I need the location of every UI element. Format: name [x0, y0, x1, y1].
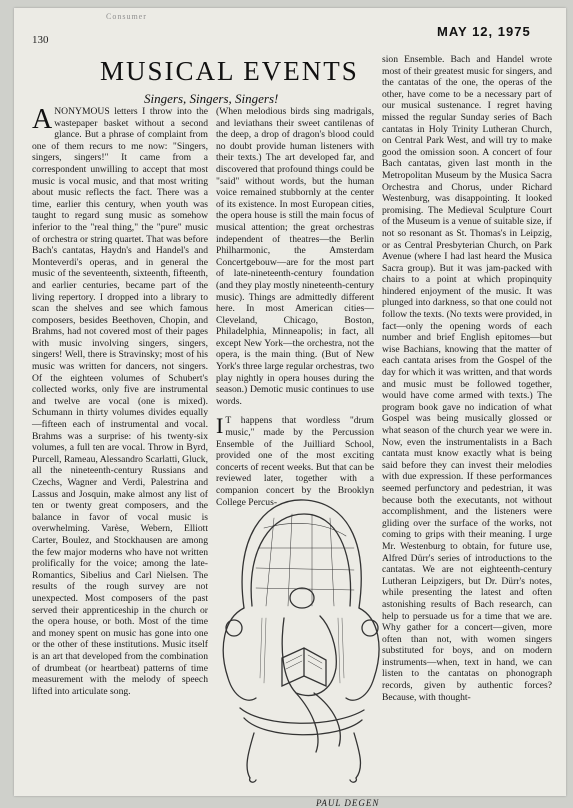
column-2-paragraph-2: T happens that wordless "drum music," made by the Percussion Ensemble of the Juilliard School, provided one of the most exciting concerts of recent weeks. But that can be reviewed later, together with a companion concert by the Brooklyn College Percus-: [216, 415, 374, 508]
article-headline: Singers, Singers, Singers!: [144, 91, 279, 106]
magazine-page: [14, 8, 566, 808]
drop-cap-2: I: [216, 413, 224, 439]
illustrator-signature: PAUL DEGEN: [316, 798, 380, 808]
department-title: MUSICAL EVENTS: [100, 56, 359, 86]
corner-note: Consumer: [106, 12, 147, 21]
article-column-1: [32, 106, 208, 697]
column-1-text: NONYMOUS letters I throw into the wastepaper basket without a second glance. But a phrase of complaint from one of them recurs to me now: "Singers, singers, singers!" It came from a correspondent unwilling to accept that most music is vocal music, and that most writing about music reflects the fact. There was a time, earlier this century, when youth was taught to regard sung music as somehow inferior to the "real thing," the "pure" music of orchestra or string quartet. That was before Bach's cantatas, Haydn's and Handel's and Monteverdi's operas, and in general the music of the seventeenth, sixteenth, fifteenth, and earlier centuries, became part of the living repertory. I dropped into a library to scan the shelves and see which famous composers, besides Beethoven, Chopin, and Brahms, had not covered most of their pages with music involving singers, singers, singers! Well, there is Stravinsky; most of his music was written for dancers, not singers. Of the eighteen volumes of Schubert's collected works, only five are instrumental and twelve are vocal (one is mixed). Schumann in thirty volumes divides equally—fifteen each of instrumental and vocal. Brahms was a surprise: of his twenty-six volumes, a full ten are vocal. Throw in Byrd, Purcell, Rameau, Alessandro Scarlatti, Gluck, all the nineteenth-century Russians and Czechs, Wagner and Verdi, Palestrina and Lassus and Josquin, make almost any list of ten or twenty great composers, and the balance in favor of vocal music is overwhelming. Varèse, Webern, Elliott Carter, Boulez, and Stockhausen are among the few major moderns who have not written prolifically for the voice; among the late-Romantics, Sibelius and Carl Nielsen. The results of the rough survey are not unexpected. Most composers of the past served their apprenticeship in the church or the opera house, or both. Most of the time and money spent on music has gone into one or the other of these institutions. Music itself is an art that developed from the combination of drumbeat (or heartbeat) patterns of time measurement with the melody of speech lifted into articulate song.: [32, 106, 208, 697]
issue-date: MAY 12, 1975: [437, 24, 531, 39]
page-number: 130: [32, 34, 49, 46]
drop-cap: A: [32, 104, 53, 135]
article-column-3: [382, 54, 552, 703]
column-2-paragraph-1: (When melodious birds sing madrigals, and leviathans their sweet cantilenas of the deep, a drop of dragon's blood could no doubt provide human listeners with their texts.) The art developed far, and discovered that profound things could be "said" without words, but the human voice remained stubbornly at the center of its existence. In most European cities, the opera house is still the main focus of musical attention; the great orchestras independent of theatres—the Berlin Philharmonic, the Amsterdam Concertgebouw—are for the most part of late-nineteenth-century foundation (and they play mostly nineteenth-century music). Things are admittedly different here. In most American cities—Cleveland, Chicago, Boston, Philadelphia, Minneapolis; in fact, all except New York—the orchestra, not the opera, is the main thing. (But of New York's three large regular orchestras, two play nightly in opera houses during the season.) Demotic music continues to use words.: [216, 106, 374, 407]
article-column-2: [216, 106, 374, 508]
armchair-reader-illustration: [204, 478, 394, 788]
column-3-text: sion Ensemble. Bach and Handel wrote most of their greatest music for singers, and the cantatas of the one, the operas of the other, have come to be a necessary part of our musical sustenance. I regret having missed the regular Sunday series of Bach cantatas in Holy Trinity Lutheran Church, on Central Park West, and will try to make good the omission soon. A concert of four Bach cantatas, given last month in the Metropolitan Museum by the Musica Sacra Orchestra and Chorus, under Richard Westenburg, was disappointing. It looked promising. The Medieval Sculpture Court of the Museum is a venue of suitable size, if not so resonant as St. Thomas's in Leipzig, or as Central Presbyterian Church, on Park Avenue (where I had last heard the Musica Sacra group). But it was jam-packed with chairs to a point at which propinquity hindered enjoyment of the music. It was plunged into darkness, so that one could not follow the texts. (No texts were provided, in fact—only the opening words of each number and brief English epitomes—but wise Bachians, knowing that the matter of each cantata arises from the Gospel of the day for which it was written, and that words and music must be followed together, would have come armed with texts.) The program book gave no indication of what Gospel was being musically glossed or what season of the church year we were in. Now, even the instrumentalists in a Bach cantata must know exactly what is being said before they can invest their melodies with due expression. If these performances seemed perfunctory and pedestrian, it was because both the executants, not without accomplishment, and the listeners were gliding over the surface of the works, not coming to grips with their meaning. I urge Mr. Westenburg to obtain, for future use, Alfred Dürr's series of introductions to the cantatas. We are not eighteenth-century Lutheran Leipzigers, but Dr. Dürr's notes, while presenting the latest and often astonishing results of Bach research, can help to persuade us for a time that we are. Why gather for a concert—given, more often than not, with women singers substituted for boys, and on modern instruments—when, text in hand, we can listen to the cantatas on phonograph records, given by authentic forces? Because, with thought-: [382, 54, 552, 703]
